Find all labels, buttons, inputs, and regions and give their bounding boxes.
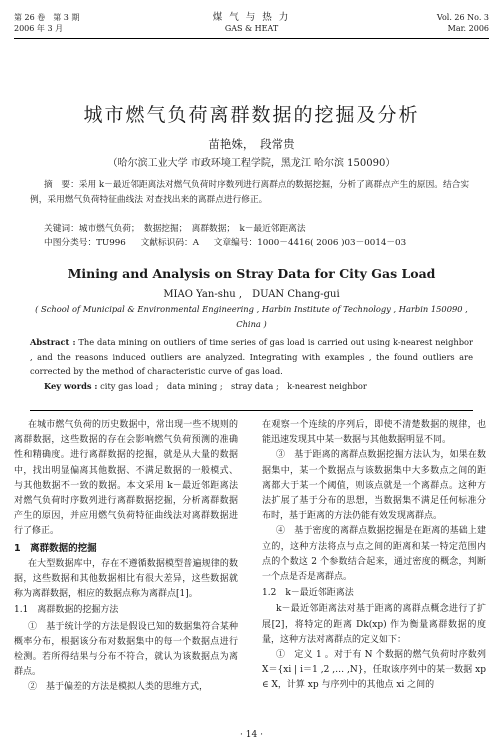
abstract-cn-lead: 摘 要：: [44, 180, 79, 190]
keywords-en-text: city gas load ; data mining ; stray data ; k-nearest neighbor: [100, 381, 367, 391]
date-en: Mar. 2006: [447, 24, 489, 33]
abstract-cn: [30, 178, 473, 207]
body-paragraph: k－最近邻距离法对基于距离的离群点概念进行了扩展[2]，将特定的距离 Dk(xp) 作为衡量离群数据的度量，这种方法对离群点的定义如下：: [262, 604, 486, 645]
keywords-cn-text: 城市燃气负荷； 数据挖掘； 离群数据； k－最近邻距离法: [78, 224, 306, 234]
body-paragraph: 在大型数据库中，存在不遵循数据模型普遍规律的数据，这些数据和其他数据相比有很大差异，这些数据就称为离群数据，相应的数据点称为离群点[1]。: [14, 558, 238, 600]
subsection-heading: 1.1 离群数据的挖掘方法: [14, 605, 119, 616]
article-number: 文章编号：1000－4416( 2006 )03－0014－03: [213, 238, 407, 248]
classification-line: [44, 236, 418, 251]
body-column-right: [262, 418, 486, 694]
date-cn: 2006 年 3 月: [14, 24, 64, 33]
abstract-en-text: The data mining on outliers of time series of gas load is carried out using k-nearest neighbor , and the reasons induced outliers are analyzed. Integrating with examples , the found outliers are corrected by the method of characteristic curve of gas load.: [30, 337, 474, 376]
abstract-cn-text: 采用 k－最近邻距离法对燃气负荷时序数列进行离群点的数据挖掘，分析了离群点产生的原因。结合实例，采用燃气负荷特征曲线法 对查找出来的离群点进行修正。: [30, 180, 470, 205]
body-paragraph: ① 定义 1 。对于有 N 个数据的燃气负荷时序数列 X＝{xi | i＝1 ,2 ,… ,N}，任取该序列中的某一数据 xp ∈ X，计算 xp 与序列中的其他点 xi 之间的: [262, 650, 486, 691]
page-number: · 14 ·: [240, 730, 263, 740]
keywords-en: [44, 380, 367, 392]
subsection-heading: 1.2 k－最近邻距离法: [262, 588, 354, 599]
clc-number: 中图分类号：TU996: [44, 238, 126, 248]
abstract-separator-rule: [30, 410, 473, 411]
authors-cn: 苗艳姝， 段常贵: [208, 137, 295, 151]
body-paragraph: ② 基于偏差的方法是模拟人类的思维方式，: [28, 682, 209, 693]
body-column-left: [14, 418, 238, 696]
abstract-en: [30, 335, 473, 379]
volume-issue-en: Vol. 26 No. 3: [436, 13, 489, 22]
body-paragraph: ④ 基于密度的离群点数据挖掘是在距离的基础上建立的，这种方法将点与点之间的距离和某一特定范围内点的个数这 2 个参数结合起来，通过密度的概念，判断一个点是否是离群点。: [262, 526, 486, 583]
body-paragraph: ③ 基于距离的离群点数据挖掘方法认为，如果在数据集中，某一个数据点与该数据集中大多数点之间的距离都大于某一个阈值，则该点就是一个离群点。这种方法扩展了基于分布的思想，当数据集不满足任何标准分布时，基于距离的方法仍能有效发现离群点。: [262, 450, 486, 522]
keywords-cn-lead: 关键词：: [44, 224, 79, 234]
abstract-en-lead: Abstract :: [30, 337, 76, 347]
affiliation-en: ( School of Municipal & Environmental Engineering , Harbin Institute of Technology , Harbin 150090 , China ): [35, 304, 468, 329]
body-paragraph: ① 基于统计学的方法是假设已知的数据集符合某种概率分布，根据该分布对数据集中的每一个数据点进行检测。若所得结果与分布不符合，就认为该数据点为离群点。: [14, 621, 238, 678]
header-rule: [14, 38, 489, 39]
affiliation-cn: （哈尔滨工业大学 市政环境工程学院，黑龙江 哈尔滨 150090）: [107, 158, 396, 169]
header-right: [437, 12, 489, 34]
body-paragraph: 在城市燃气负荷的历史数据中，常出现一些不规则的离群数据，这些数据的存在会影响燃气负荷预测的准确性和精确度。进行离群数据的挖掘，就是从大量的数据中，找出明显偏离其他数据、不满足数据的一般模式、与其他数据不一致的数据。本文采用 k－最近邻距离法对燃气负荷时序数列进行离群数据挖掘，分析离群数据产生的原因，并应用燃气负荷特征曲线法对离群数据进行了修正。: [14, 420, 238, 537]
paper-title-cn: 城市燃气负荷离群数据的挖掘及分析: [83, 104, 420, 126]
authors-en: MIAO Yan-shu , DUAN Chang-gui: [163, 289, 340, 300]
document-code: 文献标识码：A: [140, 238, 199, 248]
body-paragraph: 在观察一个连续的序列后，即使不清楚数据的规律，也能迅速发现其中某一数据与其他数据明显不同。: [262, 420, 486, 446]
keywords-en-lead: Key words :: [44, 381, 98, 391]
keywords-cn: [44, 222, 306, 237]
journal-name-cn: 煤 气 与 热 力: [212, 12, 291, 23]
header-center: [14, 12, 489, 34]
journal-name-en: GAS & HEAT: [224, 24, 279, 33]
volume-issue-cn: 第 26 卷 第 3 期: [14, 13, 80, 22]
paper-title-en: Mining and Analysis on Stray Data for City Gas Load: [67, 266, 436, 281]
section-heading: 1 离群数据的挖掘: [14, 542, 97, 554]
